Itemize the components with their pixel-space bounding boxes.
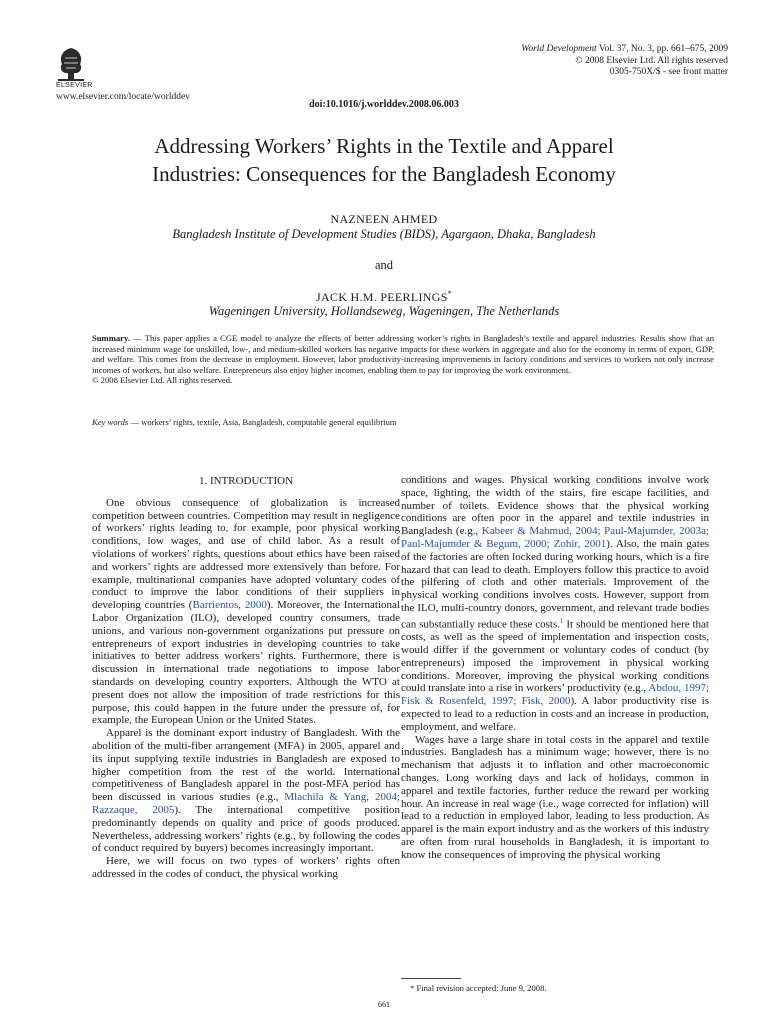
author-2-name: JACK H.M. PEERLINGS [315,290,448,304]
left-column [92,475,400,881]
title-line-2: Industries: Consequences for the Bangladesh Economy [152,162,616,186]
keywords-text: — workers’ rights, textile, Asia, Bangladesh, computable general equilibrium [128,417,397,427]
footnote-divider [401,978,461,979]
footnote-reference[interactable]: 1 [560,616,564,625]
section-heading-introduction: 1. INTRODUCTION [198,475,294,487]
publisher-logo-label: ELSEVIER [56,82,93,89]
journal-issn: 0305-750X/$ - see front matter [609,67,728,77]
journal-name: World Development [521,44,597,54]
citation-link[interactable]: Kabeer & Mahmud, 2004; Paul-Majumder, 2003a; Paul-Majumder & Begum, 2000; Zohir, 2001 [401,525,710,550]
paragraph-text: conditions and wages. Physical working conditions involve work space, lighting, the width of the stairs, fire escape facilities, and number of toilets. Evidence shows that the physical working conditions are often poor in the apparel and textile industries in Bangladesh (e.g., [401,474,709,538]
title-line-1: Addressing Workers’ Rights in the Textile and Apparel [154,134,614,158]
abstract-label: Summary. [92,333,130,343]
paragraph-text: ). A labor productivity rise is expected to lead to a reduction in costs and an increase in production, employment, and welfare. [401,695,710,733]
page-number: 661 [378,1000,390,1009]
journal-citation [398,44,728,56]
elsevier-logo [56,44,86,84]
abstract-body [92,333,714,375]
author-2 [0,289,768,305]
paragraph-text: ). Moreover, the International Labor Organization (ILO), developed country consumers, trade unions, and various non-government organizations put pressure on entrepreneurs of export industries in developing countries to take initiatives to better address workers’ rights. Furthermore, there is discussion in international trade negotiations to impose labor standards on developing country exporters. Although the WTO at present does not allow the imposition of trade restrictions for this purpose, this could happen in the future under the pressure of, for example, the European Union or the United States. [92,599,400,727]
citation-link[interactable]: Mlachila & Yang, 2004; Razzaque, 2005 [92,791,400,816]
paragraph [401,474,709,734]
journal-volume: Vol. 37, No. 3, pp. 661–675, 2009 [596,44,728,54]
right-column [401,474,709,862]
affiliation-1: Bangladesh Institute of Development Studies (BIDS), Agargaon, Dhaka, Bangladesh [172,227,596,241]
paragraph: Here, we will focus on two types of workers’ rights often addressed in the codes of conduct, the physical working [92,855,400,880]
paragraph-text: Apparel is the dominant export industry of Bangladesh. With the abolition of the multi-fiber arrangement (MFA) in 2005, apparel and its input supplying textile industries in Bangladesh are exposed to higher competition from the rest of the world. International competitiveness of Bangladesh apparel in the post-MFA period has been discussed in various studies (e.g., [92,727,400,804]
article-title [60,132,708,188]
paragraph-text: ). The international competitive position predominantly depends on quality and price of goods produced. Nevertheless, addressing workers’ rights (e.g., by following the codes of conduct required by buyers) becomes increasingly important. [92,803,400,855]
paragraph: Wages have a large share in total costs in the apparel and textile industries. Bangladesh has a minimum wage; however, there is no mechanism that adjusts it to inflation and other macroeconomic changes. Long working days and lack of holidays, common in apparel and textile factories, further reduce the reward per working hour. An increase in real wage (i.e., wage corrected for inflation) will lead to a reduction in employed labor, leading to less production. As apparel is the main export industry and as the workers of this industry are often from rural households in Bangladesh, it is important to know the consequences of improving the physical working [401,733,709,861]
author-1: NAZNEEN AHMED [330,212,438,226]
footnote: * Final revision accepted: June 9, 2008. [410,983,547,993]
doi-link[interactable]: doi:10.1016/j.worlddev.2008.06.003 [309,99,459,110]
journal-copyright: © 2008 Elsevier Ltd. All rights reserved [575,55,728,66]
author-conjunction: and [374,258,394,272]
abstract-text: — This paper applies a CGE model to analyze the effects of better addressing worker’s rights in Bangladesh’s textile and apparel industries. Results show that an increased minimum wage for unskilled, low-, and medium-skilled workers has negative impacts for these workers in aggregate and also for the economy in terms of export, GDP, and welfare. This comes from the decrease in employment. However, labor productivity-increasing improvements in factory conditions and services to workers not only increase incomes of workers, but also welfare. Entrepreneurs also enjoy higher incomes, enabling them to pay for improving the work environment. [92,333,714,375]
paragraph-text: It should be mentioned here that costs, as well as the speed of implementation and inspection costs, would differ if the government or voluntary codes of conduct (by entrepreneurs) imposed the improvement in physical working conditions. Moreover, improving the physical working conditions could translate into a rise in workers’ productivity (e.g., [401,618,709,695]
paragraph [92,727,400,855]
citation-link[interactable]: Abdou, 1997; Fisk & Rosenfeld, 1997; Fisk, 2000 [401,682,710,708]
journal-info [398,44,728,79]
author-2-footnote-mark[interactable]: * [447,289,453,298]
affiliation-2: Wageningen University, Hollandseweg, Wageningen, The Netherlands [208,304,560,318]
citation-link[interactable]: Barrientos, 2000 [192,599,267,612]
paragraph-text: One obvious consequence of globalization is increased competition between countries. Competition may result in negligence of workers’ rights leading to, for example, poor physical working conditions, low wages, and use of child labor. As a result of violations of workers’ rights, questions about ethics have been raised and workers’ rights are addressed more extensively than before. For example, multinational companies have adopted voluntary codes of conduct to improve the labor conditions of their suppliers in developing countries ( [92,496,400,612]
keywords [92,417,714,427]
abstract-copyright: © 2008 Elsevier Ltd. All rights reserved. [92,375,233,386]
keywords-label: Key words [92,417,129,427]
paragraph [92,497,400,727]
paragraph-text: ). Also, the main gates of the factories are often locked during working hours, which is a fire hazard that can lead to death. Employers follow this practice to avoid the pilfering of cloth and other materials. Improvement of the physical working conditions involves costs. However, support from the ILO, multi-country donors, government, and relevant trade bodies can substantially reduce these costs. [401,537,709,631]
abstract [92,333,714,386]
journal-url[interactable]: www.elsevier.com/locate/worlddev [56,92,190,102]
